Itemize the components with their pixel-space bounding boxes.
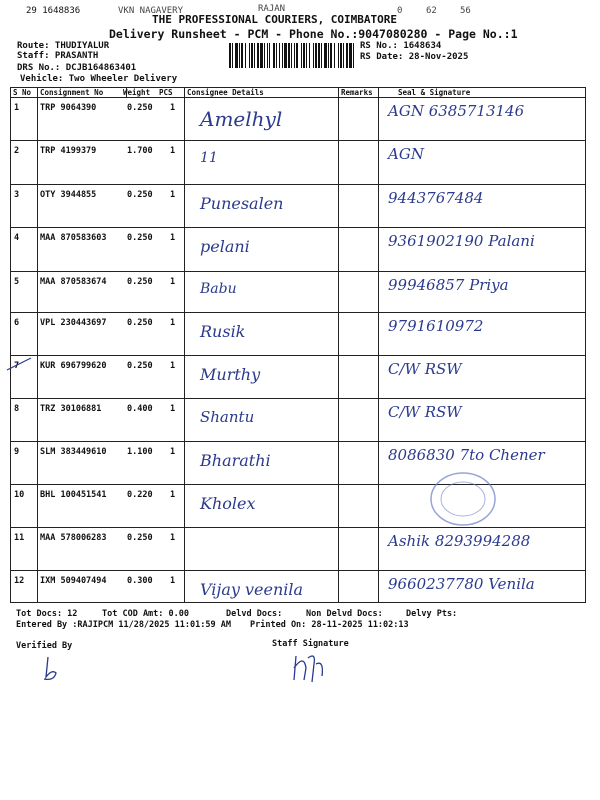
overprint-text-5: 56 xyxy=(460,6,471,16)
row-signature-handwriting: 9361902190 Palani xyxy=(388,232,535,250)
staff-label: Staff: PRASANTH xyxy=(17,51,99,61)
top-code: 29 1648836 xyxy=(26,6,81,16)
row-consignment-no: TRP 9064390 xyxy=(40,103,97,113)
courier-stamp xyxy=(428,470,498,528)
verified-by-label: Verified By xyxy=(16,641,73,651)
header-consignment: Consignment No xyxy=(40,88,104,97)
rs-date: RS Date: 28-Nov-2025 xyxy=(360,52,469,62)
drs-number: DRS No.: DCJB164863401 xyxy=(17,63,137,73)
row-sno: 12 xyxy=(14,576,25,586)
row-sno: 3 xyxy=(14,190,20,200)
row-weight: 0.220 xyxy=(127,490,153,500)
row-weight: 0.250 xyxy=(127,277,153,287)
row-pcs: 1 xyxy=(170,233,176,243)
header-pcs: PCS xyxy=(159,88,173,97)
row-weight: 1.100 xyxy=(127,447,153,457)
row-signature-handwriting: 8086830 7to Chener xyxy=(388,446,545,464)
row-sno: 6 xyxy=(14,318,20,328)
row-consignee-handwriting: Murthy xyxy=(200,365,261,384)
row-sno: 1 xyxy=(14,103,20,113)
row-consignee-handwriting: Shantu xyxy=(200,408,255,426)
header-remarks: Remarks xyxy=(341,88,373,97)
row-pcs: 1 xyxy=(170,404,176,414)
row-consignee-handwriting: 11 xyxy=(200,150,218,166)
row-consignee-handwriting: Amelhyl xyxy=(200,107,283,131)
header-seal-signature: Seal & Signature xyxy=(398,88,471,97)
row-pcs: 1 xyxy=(170,146,176,156)
row-sno: 2 xyxy=(14,146,20,156)
overprint-text-4: 62 xyxy=(426,6,437,16)
row-sno: 8 xyxy=(14,404,20,414)
row-pcs: 1 xyxy=(170,447,176,457)
row-consignment-no: BHL 100451541 xyxy=(40,490,107,500)
table-row xyxy=(10,227,586,271)
row-pcs: 1 xyxy=(170,190,176,200)
row-sno: 7 xyxy=(14,361,20,371)
table-row xyxy=(10,271,586,312)
row-signature-handwriting: AGN 6385713146 xyxy=(388,102,525,120)
row-consignee-handwriting: Punesalen xyxy=(200,194,284,213)
row-consignee-handwriting: pelani xyxy=(200,237,250,256)
rs-number: RS No.: 1648634 xyxy=(360,41,442,51)
row-weight: 0.250 xyxy=(127,103,153,113)
row-consignment-no: IXM 509407494 xyxy=(40,576,107,586)
row-sno: 9 xyxy=(14,447,20,457)
table-row xyxy=(10,570,586,602)
row-weight: 0.250 xyxy=(127,190,153,200)
row-consignment-no: VPL 230443697 xyxy=(40,318,107,328)
row-sno: 11 xyxy=(14,533,25,543)
table-row xyxy=(10,97,586,140)
row-sno: 5 xyxy=(14,277,20,287)
row-weight: 0.250 xyxy=(127,318,153,328)
route-label: Route: THUDIYALUR xyxy=(17,41,110,51)
row-consignee-handwriting: Bharathi xyxy=(200,451,271,470)
header-consignee: Consignee Details xyxy=(187,88,264,97)
non-delivered-docs: Non Delvd Docs: xyxy=(306,609,383,619)
table-row xyxy=(10,484,586,527)
row-pcs: 1 xyxy=(170,533,176,543)
overprint-text-3: 0 xyxy=(397,6,403,16)
row-weight: 0.250 xyxy=(127,233,153,243)
row-signature-handwriting: 99946857 Priya xyxy=(388,276,509,294)
overprint-text-2: RAJAN xyxy=(258,4,286,14)
row-consignment-no: OTY 3944855 xyxy=(40,190,97,200)
row-consignee-handwriting: Babu xyxy=(200,281,237,297)
row-pcs: 1 xyxy=(170,103,176,113)
header-weight: Weight xyxy=(123,88,151,97)
row-pcs: 1 xyxy=(170,277,176,287)
company-name: THE PROFESSIONAL COURIERS, COIMBATORE xyxy=(152,13,398,26)
row-weight: 0.300 xyxy=(127,576,153,586)
row-weight: 0.400 xyxy=(127,404,153,414)
row-weight: 0.250 xyxy=(127,361,153,371)
verified-signature xyxy=(38,655,68,685)
table-row xyxy=(10,527,586,570)
row-consignee-handwriting: Rusik xyxy=(200,322,246,341)
row-sno: 10 xyxy=(14,490,25,500)
staff-signature-label: Staff Signature xyxy=(272,639,349,649)
row-pcs: 1 xyxy=(170,361,176,371)
row-weight: 1.700 xyxy=(127,146,153,156)
row-signature-handwriting: 9660237780 Venila xyxy=(388,575,535,593)
tick-mark xyxy=(5,356,35,376)
row-pcs: 1 xyxy=(170,576,176,586)
printed-on: Printed On: 28-11-2025 11:02:13 xyxy=(250,620,409,630)
table-row xyxy=(10,140,586,184)
total-cod: Tot COD Amt: 0.00 xyxy=(102,609,189,619)
row-consignment-no: MAA 870583674 xyxy=(40,277,107,287)
row-consignment-no: KUR 696799620 xyxy=(40,361,107,371)
vehicle-label: Vehicle: Two Wheeler Delivery xyxy=(20,74,178,84)
row-sno: 4 xyxy=(14,233,20,243)
runsheet-table xyxy=(10,87,586,602)
table-row xyxy=(10,312,586,355)
row-pcs: 1 xyxy=(170,490,176,500)
row-signature-handwriting: AGN xyxy=(388,145,424,163)
table-row xyxy=(10,398,586,441)
row-consignee-handwriting: Vijay veenila xyxy=(200,580,304,599)
row-pcs: 1 xyxy=(170,318,176,328)
runsheet-title: Delivery Runsheet - PCM - Phone No.:9047080280 - Page No.:1 xyxy=(109,27,518,41)
overprint-text-1: VKN NAGAVERY xyxy=(118,6,184,16)
row-consignment-no: SLM 383449610 xyxy=(40,447,107,457)
row-consignment-no: MAA 870583603 xyxy=(40,233,107,243)
row-signature-handwriting: Ashik 8293994288 xyxy=(388,532,531,550)
header-sno: S No xyxy=(13,88,32,97)
total-docs: Tot Docs: 12 xyxy=(16,609,78,619)
row-consignment-no: TRZ 30106881 xyxy=(40,404,102,414)
row-weight: 0.250 xyxy=(127,533,153,543)
table-row xyxy=(10,355,586,398)
row-signature-handwriting: 9443767484 xyxy=(388,189,484,207)
table-row xyxy=(10,441,586,484)
delivery-points: Delvy Pts: xyxy=(406,609,458,619)
row-signature-handwriting: 9791610972 xyxy=(388,317,484,335)
row-signature-handwriting: C/W RSW xyxy=(388,403,462,421)
row-consignment-no: TRP 4199379 xyxy=(40,146,97,156)
staff-signature-mark xyxy=(290,650,330,686)
barcode-image xyxy=(229,43,356,68)
entered-by: Entered By :RAJIPCM 11/28/2025 11:01:59 AM xyxy=(16,620,231,630)
row-signature-handwriting: C/W RSW xyxy=(388,360,462,378)
row-consignment-no: MAA 578006283 xyxy=(40,533,107,543)
delivered-docs: Delvd Docs: xyxy=(226,609,283,619)
row-consignee-handwriting: Kholex xyxy=(200,494,256,513)
table-row xyxy=(10,184,586,227)
